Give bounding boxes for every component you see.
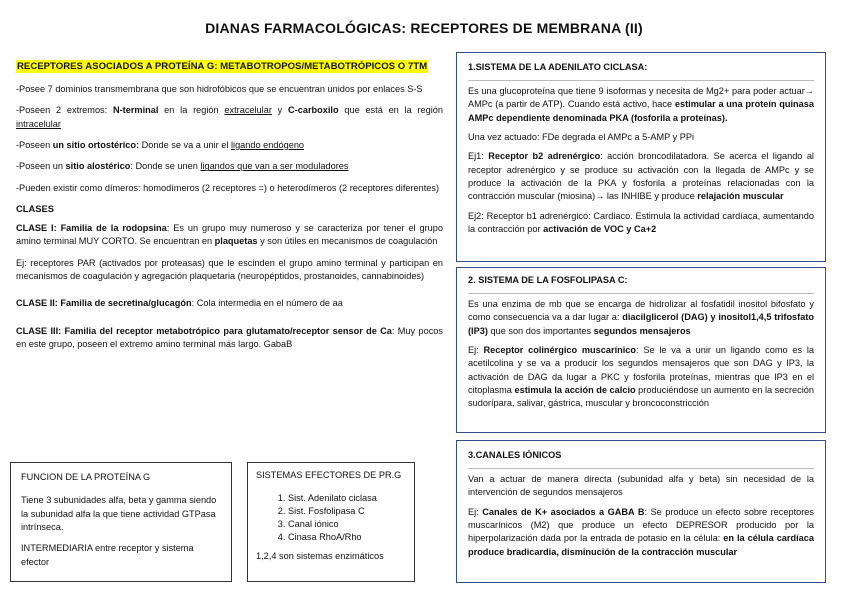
list-item: 4. Cinasa RhoA/Rho (288, 531, 406, 544)
text: : Donde se unen (130, 161, 201, 172)
divider (468, 468, 814, 469)
text: : Cola intermedia en el número de aa (191, 298, 343, 309)
text: : Muy pocos en este grupo, poseen el extremo amino terminal más largo. GabaB (16, 325, 443, 350)
box-text: INTERMEDIARIA entre receptor y sistema efector (21, 543, 194, 567)
text-bold: estimula la acción de calcio (514, 385, 636, 396)
paragraph-transmembrane: -Posee 7 dominios transmembrana que son hidrofóbicos que se encuentran unidos por enlaces S-S (16, 84, 423, 94)
text-underline: ligando endógeno (230, 140, 305, 151)
divider (468, 80, 814, 81)
text: Donde se va a unir el (139, 140, 231, 151)
box-title: SISTEMAS EFECTORES DE PR.G (256, 470, 402, 480)
text-bold: Canales de K+ asociados a GABA B (482, 506, 645, 517)
text-underline: ligandos que van a ser moduladores (200, 161, 349, 172)
box-text: Van a actuar de manera directa (subunidad alfa y beta) sin necesidad de la intervención de segundos mensajeros (468, 474, 814, 498)
list-item: 2. Sist. Fosfolipasa C (288, 505, 406, 518)
ion-channels-box (456, 440, 826, 583)
phospholipase-c-box (456, 267, 826, 433)
list-item: 1. Sist. Adenilato ciclasa (288, 492, 406, 505)
text: : acción broncodilatadora. Se acerca el ligando al receptor adrenérgico y se produce su activación con la llegada de AMPc y se produce la activación de la PKA y fosforila a proteínas relacionadas con la contracción muscular (miosina)→ las INHIBE y produce (468, 151, 814, 202)
box-title: 3.CANALES IÓNICOS (468, 450, 562, 460)
paragraph-class-1-example: Ej: receptores PAR (activados por proteasas) que le escinden el grupo amino terminal y participan en mecanismos de coagulación y agregación plaquetaria (neuropéptidos, prostanoides, cannabinoides) (16, 257, 443, 282)
box-title: 1.SISTEMA DE LA ADENILATO CICLASA: (468, 62, 648, 72)
box-text: Tiene 3 subunidades alfa, beta y gamma siendo la subunidad alfa la que tiene actividad GTPasa intrínseca. (21, 495, 217, 533)
divider (468, 293, 814, 294)
text: en la región (158, 105, 225, 116)
paragraph-orthosteric (16, 139, 443, 152)
effector-list (256, 492, 406, 544)
g-protein-function-box (10, 462, 232, 582)
box-title: 2. SISTEMA DE LA FOSFOLIPASA C: (468, 275, 628, 285)
text: que está en la región (338, 105, 444, 116)
box-text (468, 150, 814, 203)
box-note: 1,2,4 son sistemas enzimáticos (256, 550, 384, 561)
text-bold: relajación muscular (697, 191, 784, 202)
text-bold: un sitio ortostérico: (52, 140, 140, 151)
text: Ej2: Receptor b1 adrenérgico: Cardiaco. Estimula la actividad cardíaca, aumentando la contracción por (468, 210, 814, 235)
left-column (16, 56, 443, 359)
text-bold: CLASE I: Familia de la rodopsina (16, 223, 167, 234)
text: que son dos importantes (487, 325, 594, 336)
classes-heading: CLASES (16, 203, 55, 215)
text: : Se produce un efecto sobre receptores muscarínicos (M2) que produce un efecto DEPRESOR producido por la hiperpolarización dada por la entrada de potasio en la célula: (468, 506, 814, 544)
paragraph-class-2 (16, 297, 443, 310)
text-bold: CLASE III: Familia del receptor metabotrópico para glutamato/receptor sensor de Ca (16, 325, 392, 336)
list-item: 3. Canal iónico (288, 518, 406, 531)
section-heading: RECEPTORES ASOCIADOS A PROTEÍNA G: METABOTROPOS/METABOTRÓPICOS O 7TM (17, 61, 428, 72)
text: Ej: (468, 345, 484, 356)
box-text (468, 210, 814, 237)
text: Ej1: (468, 151, 489, 162)
text-bold: estimular a una proteín quinasa AMPc dependiente denominada PKA (fosforila a proteínas). (468, 99, 814, 123)
adenylate-cyclase-box (456, 52, 826, 262)
text: : Es un grupo muy numeroso y se caracteriza por tener el grupo amino terminal MUY CORTO. Se encuentran en (16, 223, 443, 247)
box-text (468, 85, 814, 125)
text-underline: extracelular (224, 105, 272, 116)
text-bold: N-terminal (112, 105, 159, 116)
box-text (468, 344, 814, 411)
text-bold: Receptor colinérgico muscarínico (483, 345, 637, 356)
text: Es una enzima de mb que se encarga de hidrolizar al fosfatidil inositol bifosfato y como consecuencia va a dar lugar a: (468, 299, 814, 323)
text-bold: diacilglicerol (DAG) y inositol1,4,5 trifosfato (IP3) (468, 312, 815, 336)
text-bold: sitio alostérico (65, 161, 131, 172)
text: y son útiles en mecanismos de coagulación (257, 236, 438, 247)
text-bold: CLASE II: Familia de secretina/glucagón (16, 298, 192, 309)
text-bold: segundos mensajeros (593, 325, 691, 336)
box-text (468, 506, 814, 559)
effector-systems-box (247, 462, 415, 582)
text: Ej: (468, 506, 483, 517)
text-bold: plaquetas (214, 236, 258, 247)
paragraph-class-3 (16, 325, 443, 352)
text: : Se le va a unir un ligando como es la acetilcolina y se va a producir los segundos mensajeros que son DAG y IP3, la activación de DAG da lugar a PKC y fosforila proteínas, mientras que IP3 en el citoplasma (468, 345, 814, 396)
text: -Poseen 2 extremos: (16, 105, 113, 116)
text-bold: C-carboxilo (288, 105, 339, 116)
text: -Poseen (16, 140, 53, 151)
box-text: Una vez actuado: FDe degrada el AMPc a 5-AMP y PPi (468, 132, 695, 143)
text-bold: Receptor b2 adrenérgico (488, 151, 601, 162)
text-bold: activación de VOC y Ca+2 (543, 224, 657, 235)
paragraph-allosteric (16, 160, 443, 173)
text: produciéndose un aumento en la secreción sudorípara, salivar, gástrica, muscular y broncoconstricción (468, 385, 814, 409)
paragraph-class-1 (16, 222, 443, 249)
text: y (271, 105, 289, 116)
box-text (468, 298, 814, 338)
text-underline: intracelular (16, 118, 61, 129)
text-bold: en la célula cardíaca produce bradicardia, disminución de la contracción muscular (468, 533, 814, 557)
paragraph-extremes (16, 104, 443, 131)
paragraph-dimers: -Pueden existir como dímeros: homodímeros (2 receptores =) o heterodímeros (2 receptores diferentes) (16, 182, 440, 193)
text: -Poseen un (16, 161, 66, 172)
page-title: DIANAS FARMACOLÓGICAS: RECEPTORES DE MEMBRANA (II) (205, 20, 643, 36)
box-title: FUNCION DE LA PROTEÍNA G (21, 472, 151, 482)
text: Es una glucoproteína que tiene 9 isoformas y necesita de Mg2+ para poder actuar→ AMPc (a partir de ATP). Cuando está activo, hace (468, 86, 814, 110)
